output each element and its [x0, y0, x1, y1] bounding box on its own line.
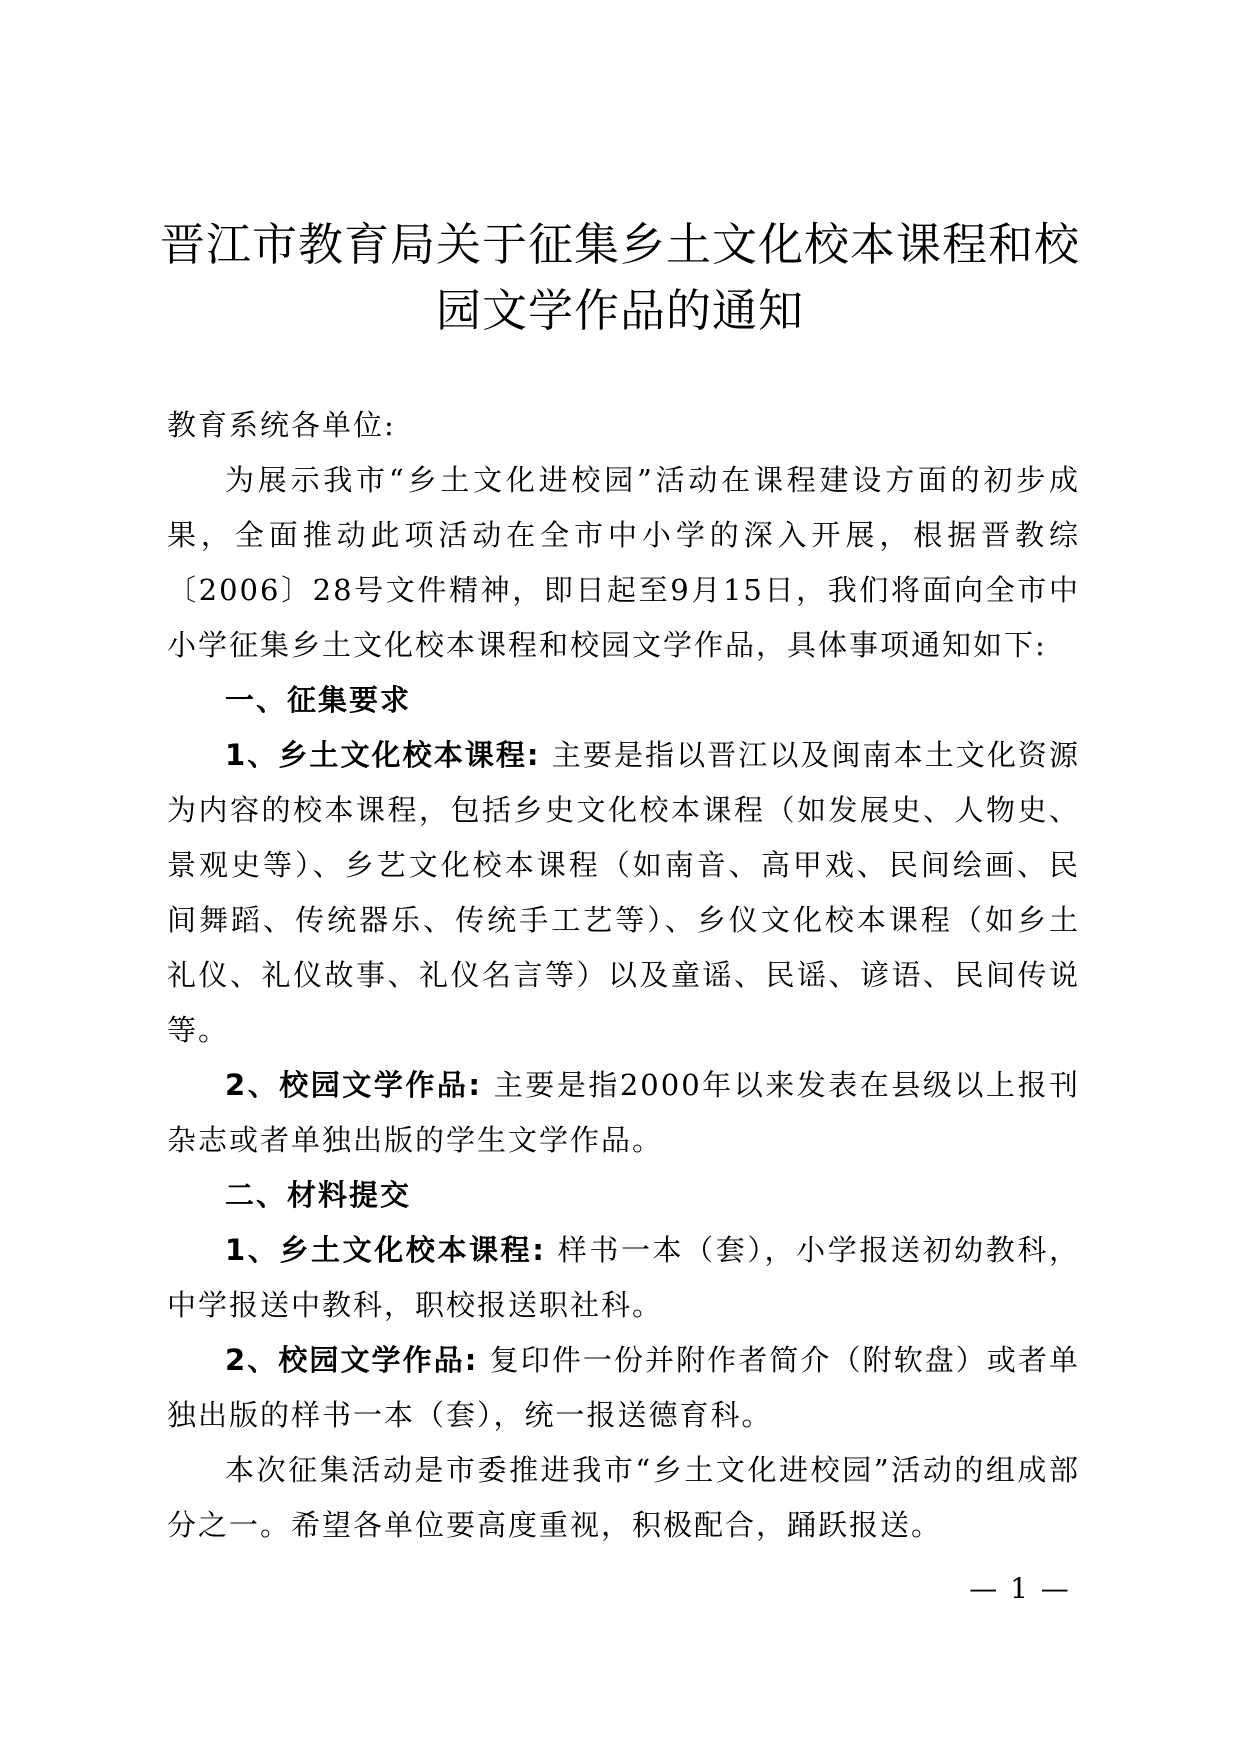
section-2-item-1-text: 样书一本（套），小学报送初幼教科，中学报送中教科，职校报送职社科。	[167, 1233, 1080, 1322]
section-1-item-2-lead: 2、校园文学作品:	[225, 1068, 482, 1102]
section-2-item-1	[167, 1223, 1080, 1333]
closing-paragraph: 本次征集活动是市委推进我市“乡土文化进校园”活动的组成部分之一。希望各单位要高度重视，积极配合，踊跃报送。	[167, 1453, 1080, 1542]
section-1-heading: 一、征集要求	[225, 683, 412, 717]
section-2-heading: 二、材料提交	[225, 1178, 412, 1212]
title-line-1: 晋江市教育局关于征集乡土文化校本课程和校	[159, 218, 1080, 271]
page-number: — 1 —	[969, 1572, 1071, 1605]
section-2-item-2	[167, 1333, 1080, 1443]
section-1-item-1	[167, 728, 1080, 1058]
section-2-item-2-lead: 2、校园文学作品:	[225, 1343, 479, 1377]
section-1-item-1-text: 主要是指以晋江以及闽南本土文化资源为内容的校本课程，包括乡史文化校本课程（如发展史、人物史、景观史等）、乡艺文化校本课程（如南音、高甲戏、民间绘画、民间舞蹈、传统器乐、传统手工艺等）、乡仪文化校本课程（如乡土礼仪、礼仪故事、礼仪名言等）以及童谣、民谣、谚语、民间传说等。	[167, 738, 1080, 1047]
intro-paragraph: 为展示我市“乡土文化进校园”活动在课程建设方面的初步成果，全面推动此项活动在全市中小学的深入开展，根据晋教综〔2006〕28号文件精神，即日起至9月15日，我们将面向全市中小学征集乡土文化校本课程和校园文学作品，具体事项通知如下:	[167, 463, 1080, 662]
section-2-item-1-lead: 1、乡土文化校本课程:	[225, 1233, 546, 1267]
section-1-item-1-lead: 1、乡土文化校本课程:	[225, 738, 541, 772]
document-body	[167, 398, 1080, 1553]
section-1-item-2-text: 主要是指2000年以来发表在县级以上报刊杂志或者单独出版的学生文学作品。	[167, 1068, 1080, 1157]
title-line-2: 园文学作品的通知	[435, 284, 804, 337]
document-title	[150, 212, 1090, 344]
section-1-item-2	[167, 1058, 1080, 1168]
section-2-item-2-text: 复印件一份并附作者简介（附软盘）或者单独出版的样书一本（套），统一报送德育科。	[167, 1343, 1080, 1432]
salutation: 教育系统各单位:	[167, 408, 396, 442]
